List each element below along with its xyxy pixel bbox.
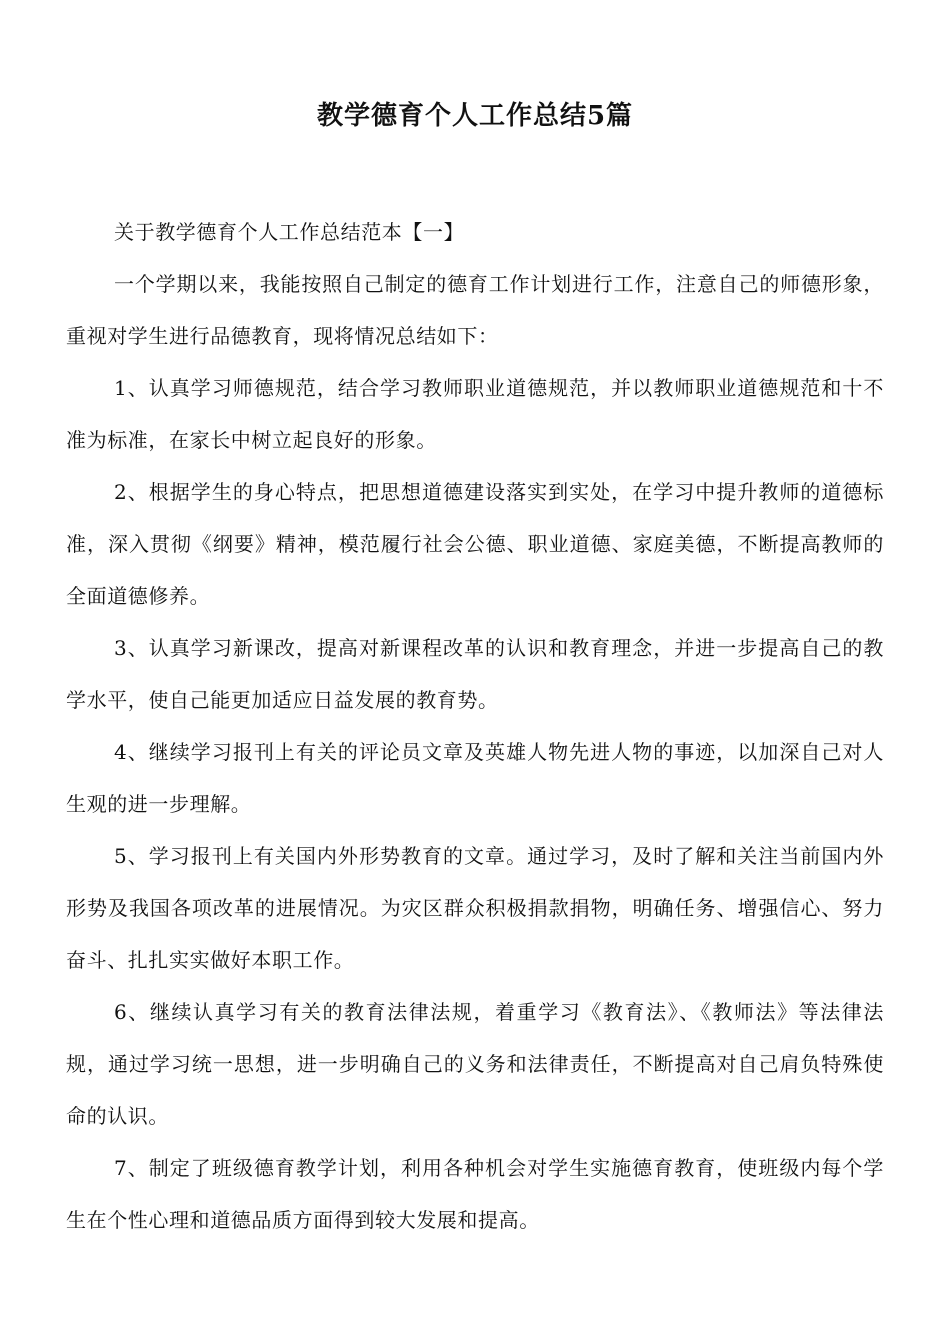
paragraph-item-3: 3、认真学习新课改，提高对新课程改革的认识和教育理念，并进一步提高自己的教学水平，使自己能更加适应日益发展的教育势。 <box>66 636 884 712</box>
paragraph-item-2: 2、根据学生的身心特点，把思想道德建设落实到实处，在学习中提升教师的道德标准，深入贯彻《纲要》精神，模范履行社会公德、职业道德、家庭美德，不断提高教师的全面道德修养。 <box>66 480 884 608</box>
document-body <box>66 206 884 1246</box>
paragraph-item-1: 1、认真学习师德规范，结合学习教师职业道德规范，并以教师职业道德规范和十不准为标准，在家长中树立起良好的形象。 <box>66 376 884 452</box>
paragraph-item-6: 6、继续认真学习有关的教育法律法规，着重学习《教育法》、《教师法》等法律法规，通过学习统一思想，进一步明确自己的义务和法律责任，不断提高对自己肩负特殊使命的认识。 <box>66 1000 884 1128</box>
paragraph-item-5: 5、学习报刊上有关国内外形势教育的文章。通过学习，及时了解和关注当前国内外形势及我国各项改革的进展情况。为灾区群众积极捐款捐物，明确任务、增强信心、努力奋斗、扎扎实实做好本职工作。 <box>66 844 884 972</box>
paragraph-item-7: 7、制定了班级德育教学计划，利用各种机会对学生实施德育教育，使班级内每个学生在个性心理和道德品质方面得到较大发展和提高。 <box>66 1156 884 1232</box>
paragraph-item-4: 4、继续学习报刊上有关的评论员文章及英雄人物先进人物的事迹，以加深自己对人生观的进一步理解。 <box>66 740 884 816</box>
section-heading: 关于教学德育个人工作总结范本【一】 <box>114 220 465 244</box>
document-title: 教学德育个人工作总结5篇 <box>316 101 634 131</box>
paragraph-intro: 一个学期以来，我能按照自己制定的德育工作计划进行工作，注意自己的师德形象，重视对学生进行品德教育，现将情况总结如下： <box>66 272 884 348</box>
